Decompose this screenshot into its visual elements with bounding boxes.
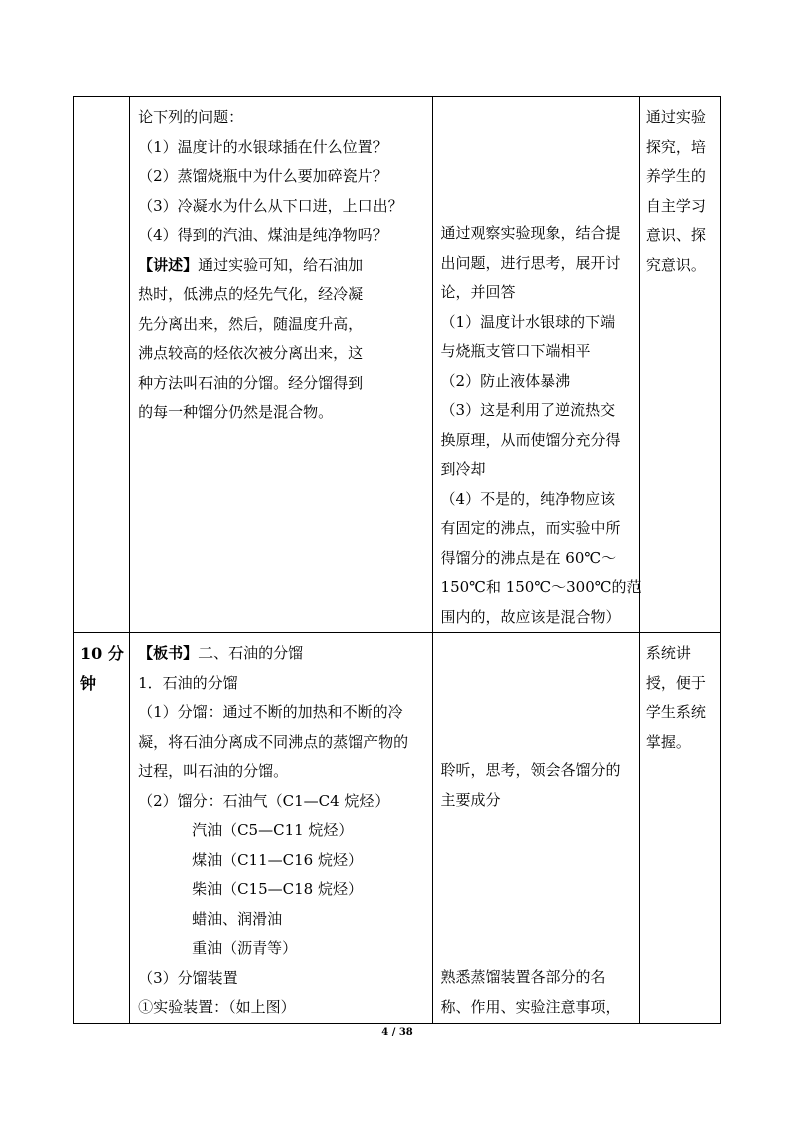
text-line: （2）防止液体暴沸	[440, 371, 571, 390]
text-line: 蜡油、润滑油	[192, 909, 283, 928]
text-line	[138, 639, 426, 669]
text-line: 到冷却	[440, 460, 486, 478]
text-line: 称、作用、实验注意事项，	[440, 997, 621, 1016]
text-line: （2）蒸馏烧瓶中为什么要加碎瓷片？	[138, 167, 388, 185]
text-line: 柴油（C15—C18 烷烃）	[192, 880, 363, 898]
text-line: 先分离出来，然后，随温度升高，	[138, 314, 364, 333]
board-title: 二、石油的分馏	[198, 644, 304, 662]
text-line: 沸点较高的烃依次被分离出来，这	[138, 344, 364, 362]
text-line: 论，并回答	[440, 283, 516, 301]
text-line: 养学生的	[645, 167, 706, 185]
text-line: 自主学习	[645, 196, 706, 215]
lecture-tag: 【讲述】	[138, 255, 199, 274]
text-line: 究意识。	[645, 255, 706, 274]
text-line: （3）分馏装置	[138, 968, 238, 987]
text-line: 煤油（C11—C16 烷烃）	[192, 850, 363, 869]
text-line: 意识、探	[645, 226, 706, 244]
board-tag: 【板书】	[138, 644, 199, 662]
table-row	[74, 633, 721, 1024]
time-cell	[74, 633, 130, 1024]
text-line: （3）这是利用了逆流热交	[440, 401, 616, 419]
duration-label: 钟	[80, 673, 97, 693]
text-line: 围内的，故应该是混合物）	[440, 607, 621, 626]
text-line: 通过实验	[645, 108, 706, 126]
text-line: 换原理，从而使馏分充分得	[440, 430, 621, 449]
text-line: （1）分馏：通过不断的加热和不断的冷	[138, 703, 403, 721]
text-line: （4）得到的汽油、煤油是纯净物吗？	[138, 226, 388, 244]
text-line: 重油（沥青等）	[192, 939, 298, 957]
text-line: 得馏分的沸点是在 60℃～	[440, 548, 617, 567]
text-line: 过程，叫石油的分馏。	[138, 762, 289, 780]
time-cell	[74, 97, 130, 633]
text-line: 聆听，思考，领会各馏分的	[440, 761, 621, 779]
text-line: 通过观察实验现象，结合提	[440, 224, 621, 242]
teacher-activity-cell	[130, 633, 432, 1024]
text-line: 出问题，进行思考，展开讨	[440, 253, 621, 272]
text-line: 热时，低沸点的烃先气化，经冷凝	[138, 285, 364, 303]
text-line: 与烧瓶支管口下端相平	[440, 342, 591, 360]
text-line: 熟悉蒸馏装置各部分的名	[440, 968, 606, 986]
text-line: （4）不是的，纯净物应该	[440, 489, 616, 508]
text-line: 汽油（C5—C11 烷烃）	[192, 821, 354, 839]
student-activity-cell	[432, 97, 642, 633]
teacher-activity-cell	[130, 97, 432, 633]
design-purpose-cell	[639, 97, 720, 633]
design-purpose-cell	[639, 633, 720, 1024]
text-line: 【讲述】通过实验可知，给石油加	[138, 255, 364, 274]
text-line: 掌握。	[645, 732, 691, 751]
text-line: 授，便于	[645, 673, 706, 692]
text-line: 150℃和 150℃～300℃的范	[440, 578, 642, 596]
text-line: 论下列的问题：	[138, 108, 244, 126]
student-activity-cell	[432, 633, 639, 1024]
text-line: 主要成分	[440, 790, 501, 809]
text-line: （3）冷凝水为什么从下口进，上口出？	[138, 196, 403, 215]
text-line: 1．石油的分馏	[138, 673, 238, 692]
table-row	[74, 97, 721, 633]
text-line: 学生系统	[645, 703, 706, 721]
text-line: 种方法叫石油的分馏。经分馏得到	[138, 373, 364, 392]
text-line: 系统讲	[645, 644, 691, 662]
text-line: 探究，培	[645, 137, 706, 156]
text-line: 凝，将石油分离成不同沸点的蒸馏产物的	[138, 732, 409, 751]
page-number: 4 / 38	[381, 1027, 413, 1038]
text-line: （2）馏分：石油气（C1—C4 烷烃）	[138, 791, 390, 810]
text-line: （1）温度计水银球的下端	[440, 312, 616, 331]
lesson-plan-table	[73, 96, 721, 1024]
text-line: 有固定的沸点，而实验中所	[440, 519, 621, 537]
duration-label: 10 分	[80, 644, 124, 663]
text-line: ①实验装置：（如上图）	[138, 998, 296, 1016]
text-line: （1）温度计的水银球插在什么位置？	[138, 137, 388, 156]
text-line: 的每一种馏分仍然是混合物。	[138, 403, 334, 421]
